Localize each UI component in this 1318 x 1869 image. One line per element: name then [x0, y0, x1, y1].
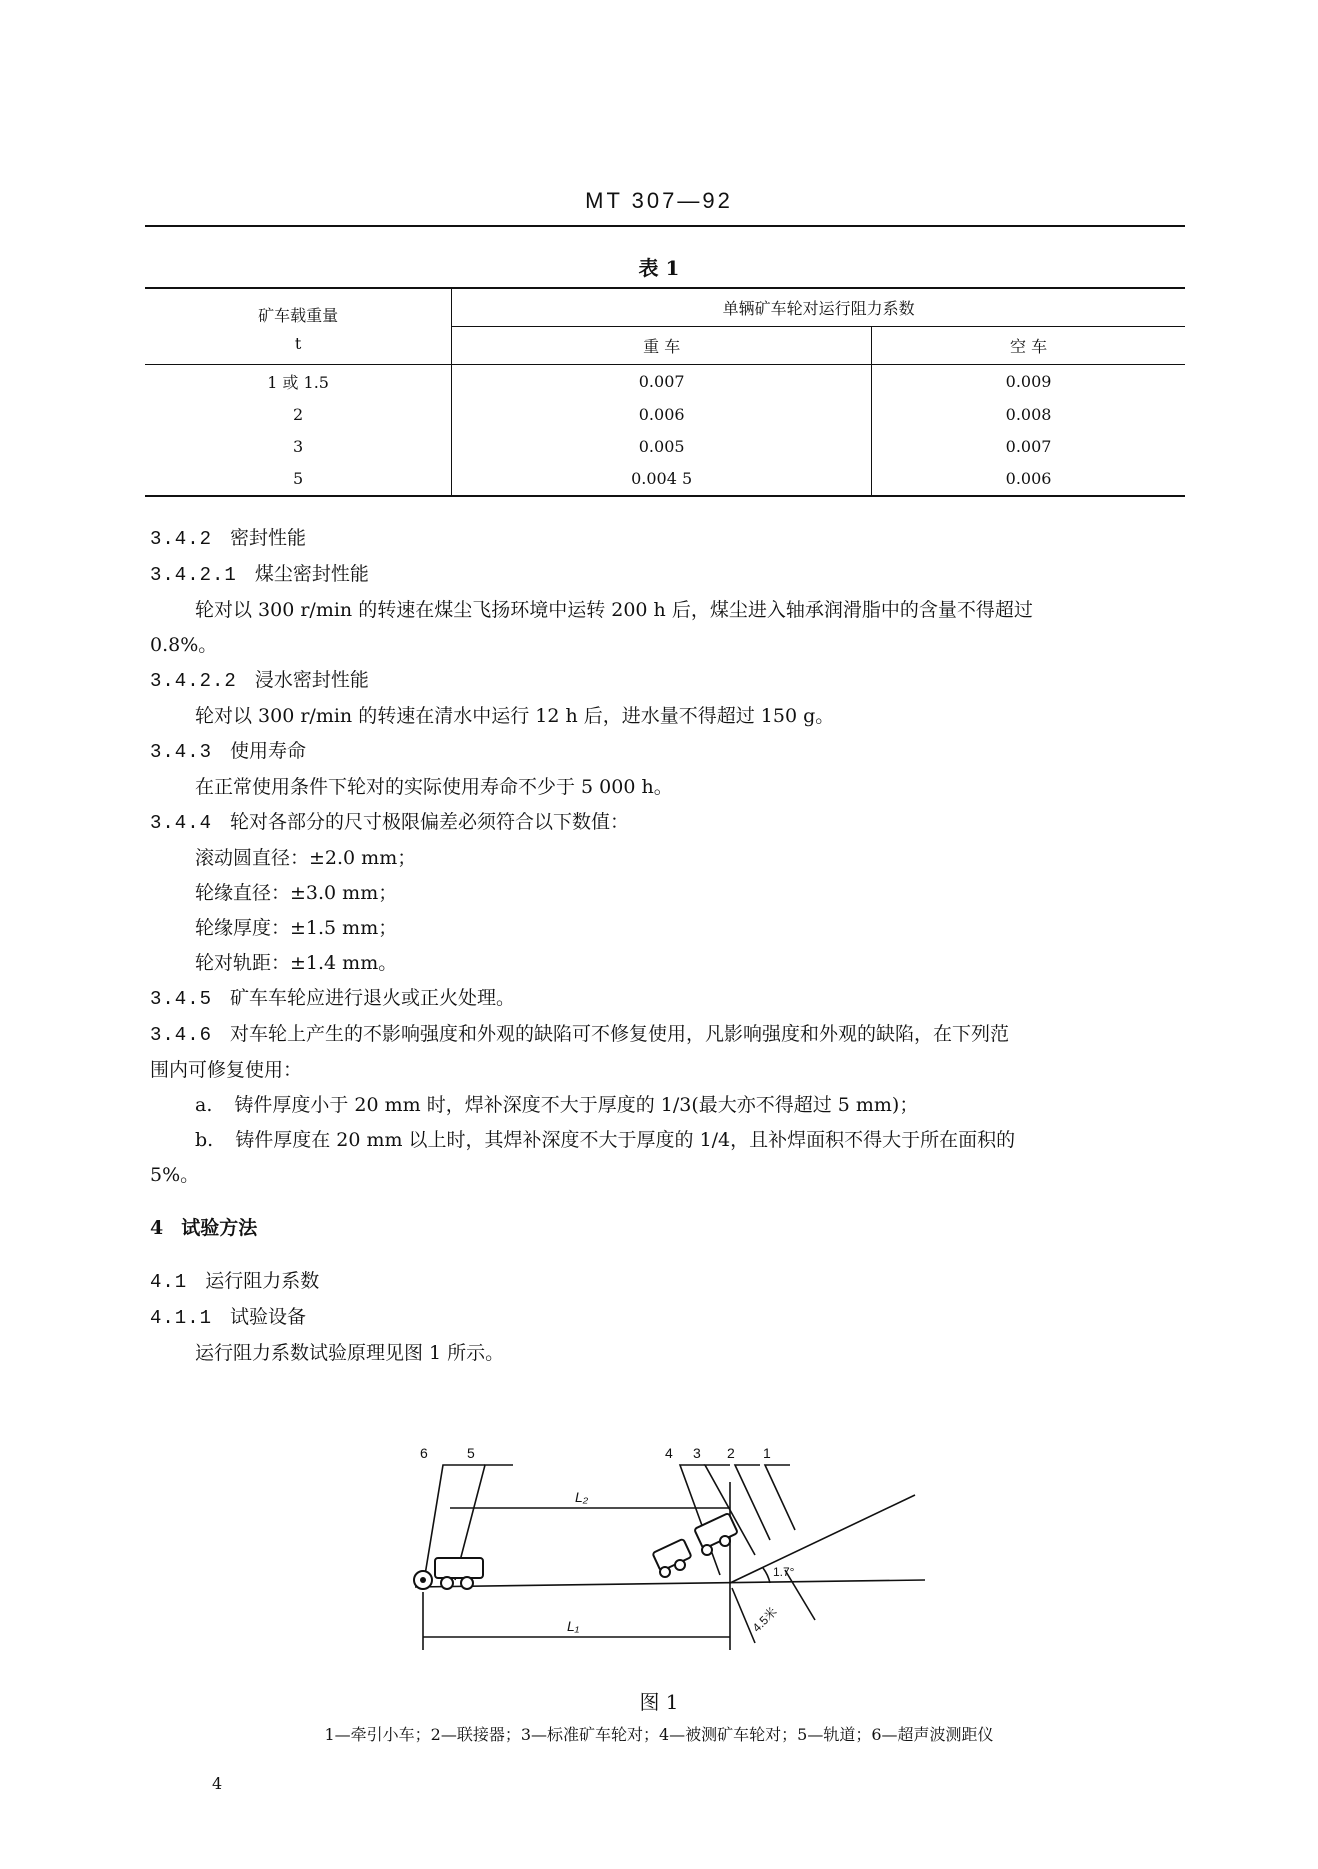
- cell-loaded: 0.005: [452, 430, 872, 462]
- col-head-load: 矿车载重量 t: [145, 288, 452, 364]
- col-head-empty: 空 车: [1010, 336, 1048, 356]
- cell-empty: 0.006: [872, 462, 1185, 496]
- paragraph: 在正常使用条件下轮对的实际使用寿命不少于 5 000 h。: [195, 776, 673, 798]
- document-header: MT 307—92: [585, 188, 733, 213]
- body-text: [150, 521, 1185, 1371]
- col-head-loaded: 重 车: [452, 326, 872, 364]
- col-head-group: 单辆矿车轮对运行阻力系数: [452, 288, 1185, 326]
- label-6: 6: [420, 1445, 428, 1461]
- coefficient-table: [145, 287, 1185, 497]
- dim-l2: L₂: [575, 1489, 589, 1505]
- table-title: 表 1: [638, 256, 680, 280]
- cell-empty: 0.007: [1005, 436, 1052, 456]
- dim-l1: L₁: [567, 1618, 580, 1634]
- cell-loaded: 0.004 5: [452, 462, 872, 496]
- list-item-b: b. 铸件厚度在 20 mm 以上时，其焊补深度不大于厚度的 1/4，且补焊面积不得大于所在面积的: [195, 1129, 1016, 1151]
- heading-3-4-2: 3.4.2 密封性能: [150, 527, 307, 550]
- ultrasonic-rangefinder-icon: [414, 1571, 432, 1589]
- heading-3-4-2-1: 3.4.2.1 煤尘密封性能: [150, 563, 369, 586]
- heading-4: 4 试验方法: [150, 1217, 258, 1239]
- label-1: 1: [763, 1445, 771, 1461]
- page-number: 4: [212, 1774, 223, 1793]
- label-4: 4: [665, 1445, 673, 1461]
- slope-length-label: 4.5米: [749, 1604, 780, 1635]
- measured-wheelset-icon: [435, 1558, 483, 1589]
- angle-label: 1.7°: [773, 1565, 795, 1579]
- cell-empty: 0.008: [1005, 404, 1052, 424]
- standard-wheelset-icon: [652, 1539, 691, 1577]
- figure-title: 图 1: [639, 1690, 679, 1714]
- paragraph: 围内可修复使用：: [150, 1059, 303, 1081]
- incline-line: [730, 1495, 915, 1583]
- heading-3-4-3: 3.4.3 使用寿命: [150, 740, 307, 763]
- paragraph: 0.8%。: [150, 634, 218, 656]
- label-2: 2: [727, 1445, 735, 1461]
- cell-load: 3: [145, 430, 452, 462]
- heading-3-4-6: 3.4.6 对车轮上产生的不影响强度和外观的缺陷可不修复使用，凡影响强度和外观的缺陷，在下列范: [150, 1023, 1010, 1046]
- track-line: [415, 1580, 925, 1587]
- list-item-a: a. 铸件厚度小于 20 mm 时，焊补深度不大于厚度的 1/3(最大亦不得超过 5 mm)；: [195, 1094, 919, 1116]
- heading-3-4-4: 3.4.4 轮对各部分的尺寸极限偏差必须符合以下数值：: [150, 811, 630, 834]
- paragraph: 运行阻力系数试验原理见图 1 所示。: [195, 1342, 505, 1364]
- list-item: 轮缘厚度：±1.5 mm；: [195, 917, 398, 939]
- list-item: 滚动圆直径：±2.0 mm；: [195, 847, 417, 869]
- heading-4-1: 4.1 运行阻力系数: [150, 1270, 320, 1293]
- cell-load: 1 或 1.5: [145, 364, 452, 398]
- paragraph: 5%。: [150, 1164, 200, 1186]
- label-5: 5: [467, 1445, 475, 1461]
- figure-caption: 1—牵引小车；2—联接器；3—标准矿车轮对；4—被测矿车轮对；5—轨道；6—超声波测距仪: [324, 1725, 994, 1744]
- cell-load: 5: [145, 462, 452, 496]
- cell-load: 2: [145, 398, 452, 430]
- label-3: 3: [693, 1445, 701, 1461]
- list-item: 轮对轨距：±1.4 mm。: [195, 952, 398, 974]
- list-item: 轮缘直径：±3.0 mm；: [195, 882, 398, 904]
- cell-loaded: 0.007: [452, 364, 872, 398]
- tractor-cart-icon: [694, 1513, 738, 1555]
- test-rig-diagram: [395, 1420, 935, 1665]
- paragraph: 轮对以 300 r/min 的转速在清水中运行 12 h 后，进水量不得超过 150 g。: [195, 705, 835, 727]
- header-rule: [145, 225, 1185, 227]
- paragraph: 轮对以 300 r/min 的转速在煤尘飞扬环境中运转 200 h 后，煤尘进入轴承润滑脂中的含量不得超过: [195, 599, 1033, 621]
- heading-3-4-2-2: 3.4.2.2 浸水密封性能: [150, 669, 369, 692]
- cell-empty: 0.009: [872, 364, 1185, 398]
- heading-4-1-1: 4.1.1 试验设备: [150, 1306, 307, 1329]
- cell-loaded: 0.006: [452, 398, 872, 430]
- heading-3-4-5: 3.4.5 矿车车轮应进行退火或正火处理。: [150, 987, 516, 1010]
